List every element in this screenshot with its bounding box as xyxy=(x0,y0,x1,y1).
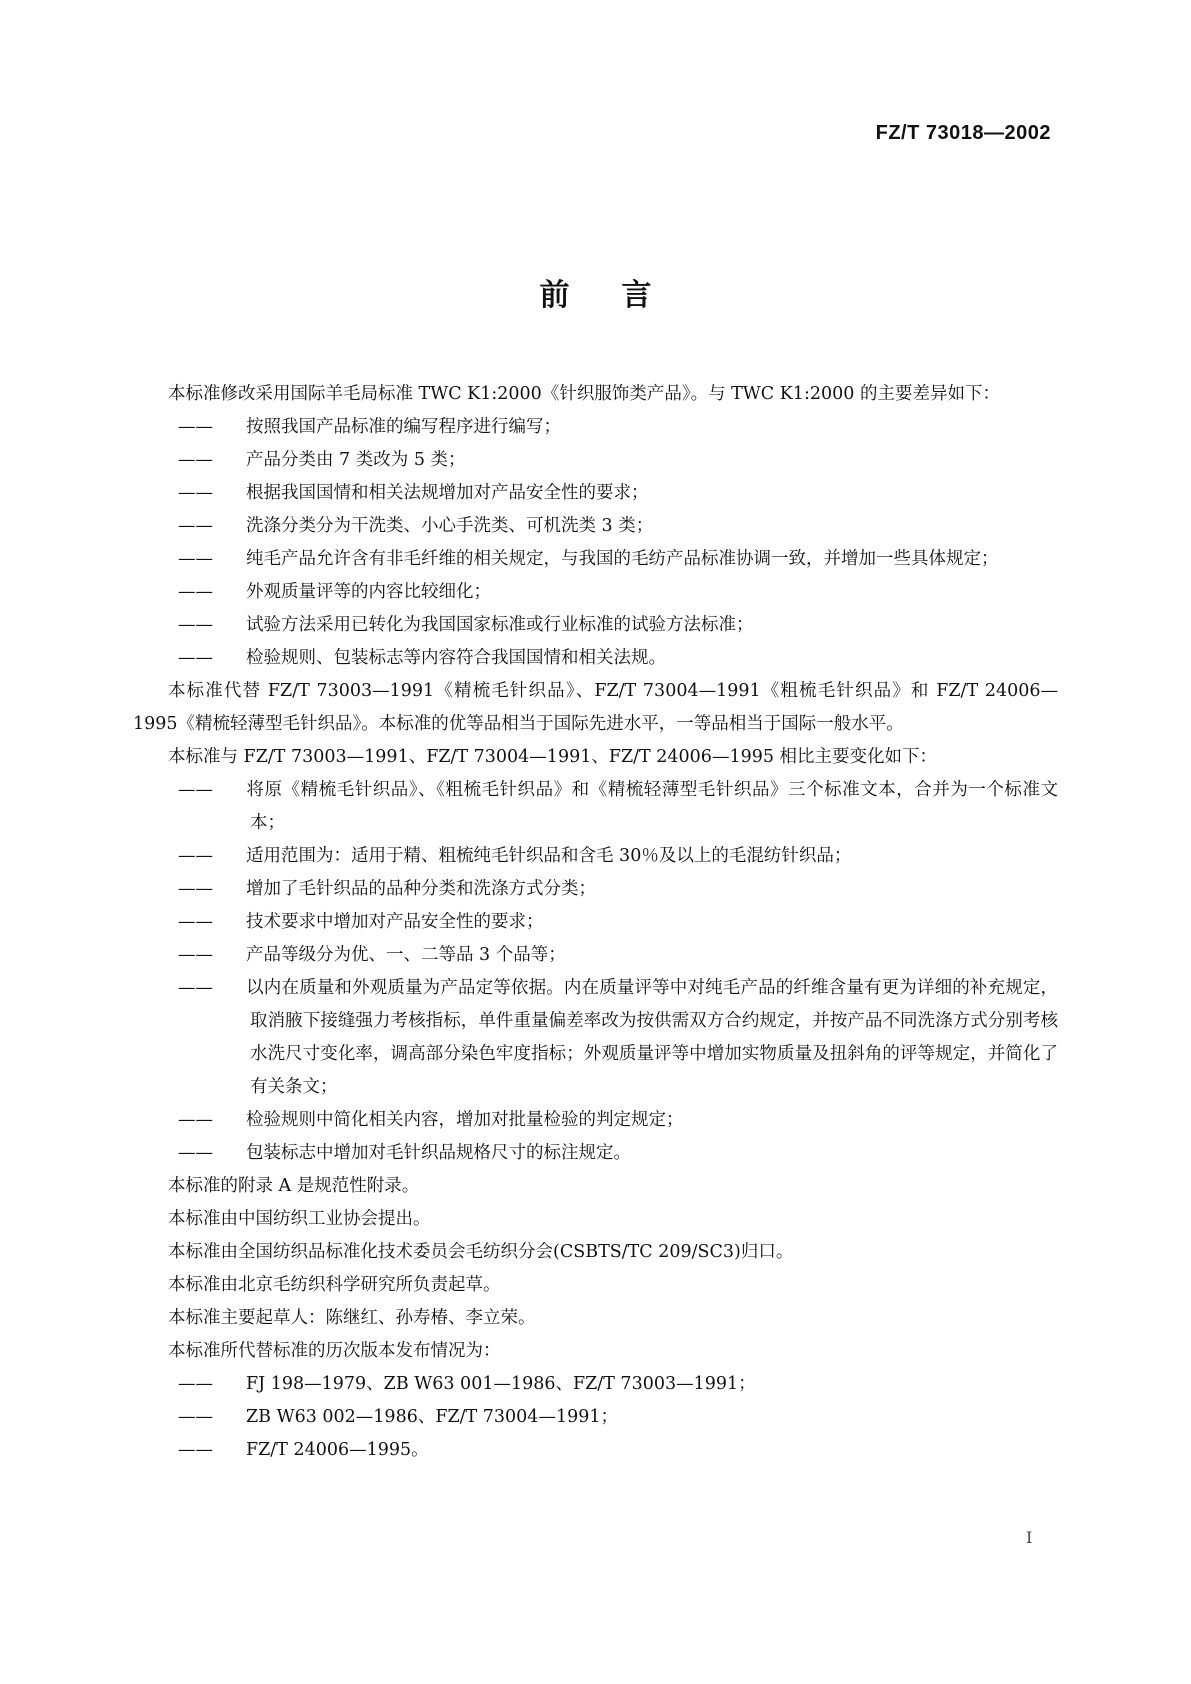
list-item: —— 增加了毛针织品的品种分类和洗涤方式分类； xyxy=(178,873,1058,906)
dash-marker: —— xyxy=(178,879,213,899)
replaces-paragraph: 本标准代替 FZ/T 73003—1991《精梳毛针织品》、FZ/T 73004—1991《粗梳毛针织品》和 FZ/T 24006—1995《精梳轻薄型毛针织品》。本标准的优等品相当于国际先进水平，一等品相当于国际一般水平。 xyxy=(133,681,1058,734)
list-item: —— 包装标志中增加对毛针织品规格尺寸的标注规定。 xyxy=(178,1137,1058,1170)
list-item: —— 检验规则中简化相关内容，增加对批量检验的判定规定； xyxy=(178,1104,1058,1137)
note-annex: 本标准的附录 A 是规范性附录。 xyxy=(168,1176,420,1196)
page-number: I xyxy=(1026,1528,1033,1547)
list-item: —— 按照我国产品标准的编写程序进行编写； xyxy=(178,411,1058,444)
differences-list xyxy=(133,411,1058,675)
list-item: —— 外观质量评等的内容比较细化； xyxy=(178,576,1058,609)
dash-marker: —— xyxy=(178,846,213,866)
dash-marker: —— xyxy=(178,1407,213,1427)
list-item: —— 洗涤分类分为干洗类、小心手洗类、可机洗类 3 类； xyxy=(178,510,1058,543)
dash-marker: —— xyxy=(178,1110,213,1130)
dash-marker: —— xyxy=(178,978,213,998)
list-item: —— FJ 198—1979、ZB W63 001—1986、FZ/T 73003—1991； xyxy=(178,1368,1058,1401)
note-committee: 本标准由全国纺织品标准化技术委员会毛纺织分会(CSBTS/TC 209/SC3)归口。 xyxy=(168,1242,794,1262)
list-item: —— FZ/T 24006—1995。 xyxy=(178,1434,1058,1467)
list-item: —— 纯毛产品允许含有非毛纤维的相关规定，与我国的毛纺产品标准协调一致，并增加一些具体规定； xyxy=(178,543,1058,576)
list-item: —— 技术要求中增加对产品安全性的要求； xyxy=(178,906,1058,939)
dash-marker: —— xyxy=(178,483,213,503)
note-drafters: 本标准主要起草人：陈继红、孙寿椿、李立荣。 xyxy=(168,1308,536,1328)
dash-marker: —— xyxy=(178,615,213,635)
dash-marker: —— xyxy=(178,648,213,668)
dash-marker: —— xyxy=(178,1440,213,1460)
note-drafting-org: 本标准由北京毛纺织科学研究所负责起草。 xyxy=(168,1275,501,1295)
dash-marker: —— xyxy=(178,417,213,437)
list-item: —— 以内在质量和外观质量为产品定等依据。内在质量评等中对纯毛产品的纤维含量有更为详细的补充规定，取消腋下接缝强力考核指标，单件重量偏差率改为按供需双方合约规定，并按产品不同洗涤方式分别考核水洗尺寸变化率，调高部分染色牢度指标；外观质量评等中增加实物质量及扭斜角的评等规定，并简化了有关条文； xyxy=(178,972,1058,1104)
page-title: 前言 xyxy=(539,278,704,313)
intro-paragraph: 本标准修改采用国际羊毛局标准 TWC K1:2000《针织服饰类产品》。与 TWC K1:2000 的主要差异如下： xyxy=(168,384,1000,404)
dash-marker: —— xyxy=(178,450,213,470)
standard-code: FZ/T 73018—2002 xyxy=(875,122,1051,144)
dash-marker: —— xyxy=(178,780,213,800)
list-item: —— 产品分类由 7 类改为 5 类； xyxy=(178,444,1058,477)
note-proposer: 本标准由中国纺织工业协会提出。 xyxy=(168,1209,431,1229)
dash-marker: —— xyxy=(178,582,213,602)
note-history-intro: 本标准所代替标准的历次版本发布情况为： xyxy=(168,1341,501,1361)
list-item: —— 试验方法采用已转化为我国国家标准或行业标准的试验方法标准； xyxy=(178,609,1058,642)
dash-marker: —— xyxy=(178,516,213,536)
dash-marker: —— xyxy=(178,549,213,569)
list-item: —— 根据我国国情和相关法规增加对产品安全性的要求； xyxy=(178,477,1058,510)
list-item: —— ZB W63 002—1986、FZ/T 73004—1991； xyxy=(178,1401,1058,1434)
dash-marker: —— xyxy=(178,1374,213,1394)
list-item: —— 产品等级分为优、一、二等品 3 个品等； xyxy=(178,939,1058,972)
document-body xyxy=(133,378,1058,1467)
changes-list xyxy=(133,774,1058,1170)
dash-marker: —— xyxy=(178,912,213,932)
changes-intro: 本标准与 FZ/T 73003—1991、FZ/T 73004—1991、FZ/T 24006—1995 相比主要变化如下： xyxy=(168,747,938,767)
history-list xyxy=(133,1368,1058,1467)
list-item: —— 适用范围为：适用于精、粗梳纯毛针织品和含毛 30％及以上的毛混纺针织品； xyxy=(178,840,1058,873)
dash-marker: —— xyxy=(178,945,213,965)
dash-marker: —— xyxy=(178,1143,213,1163)
list-item: —— 检验规则、包装标志等内容符合我国国情和相关法规。 xyxy=(178,642,1058,675)
list-item: —— 将原《精梳毛针织品》、《粗梳毛针织品》和《精梳轻薄型毛针织品》三个标准文本，合并为一个标准文本； xyxy=(178,774,1058,840)
